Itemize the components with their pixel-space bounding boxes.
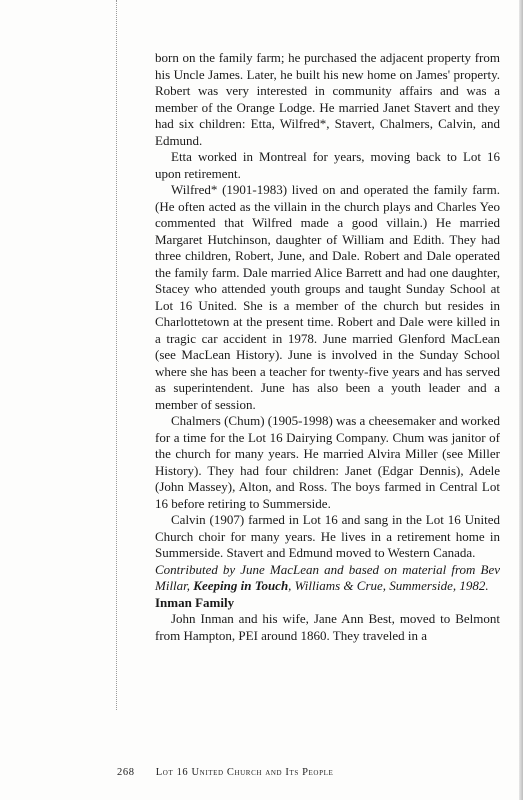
page-number: 268 <box>117 767 135 778</box>
paragraph-etta: Etta worked in Montreal for years, moving back to Lot 16 upon retirement. <box>155 149 500 181</box>
paragraph-inman: John Inman and his wife, Jane Ann Best, moved to Belmont from Hampton, PEI around 1860. They traveled in a <box>155 611 500 643</box>
contribution-credit-suffix: , Williams & Crue, Summerside, 1982. <box>288 578 489 593</box>
running-title: Lot 16 United Church and Its People <box>155 767 334 778</box>
page-edge-shadow <box>519 0 523 800</box>
section-heading: Inman Family <box>155 594 235 610</box>
contribution-credit-prefix: Contributed by June MacLean and based on material from Bev Millar, <box>155 561 500 593</box>
page-footer <box>117 767 467 778</box>
paragraph-robert: born on the family farm; he purchased the adjacent property from his Uncle James. Later, he built his new home on James' property. Robert was very interested in community affairs and was a member of the Orange Lodge. He married Janet Stavert and they had six children: Etta, Wilfred*, Stavert, Chalmers, Calvin, and Edmund. <box>155 50 500 148</box>
contribution-credit <box>155 562 500 595</box>
paragraph-chalmers: Chalmers (Chum) (1905-1998) was a cheesemaker and worked for a time for the Lot 16 Dairying Company. Chum was janitor of the church for many years. He married Alvira Miller (see Miller History). They had four children: Janet (Edgar Dennis), Adele (John Massey), Alton, and Ross. The boys farmed in Central Lot 16 before retiring to Summerside. <box>155 413 500 511</box>
paragraph-wilfred: Wilfred* (1901-1983) lived on and operated the family farm. (He often acted as the villain in the church plays and Charles Yeo commented that Wilfred made a good villain.) He married Margaret Hutchinson, daughter of William and Edith. They had three children, Robert, June, and Dale. Robert and Dale operated the family farm. Dale married Alice Barrett and had one daughter, Stacey who attended youth groups and taught Sunday School at Lot 16 United. She is a member of the church but resides in Charlottetown at the present time. Robert and Dale were killed in a tragic car accident in 1978. June married Glenford MacLean (see MacLean History). June is involved in the Sunday School where she has been a teacher for twenty-five years and has served as superintendent. June has also been a youth leader and a member of session. <box>155 182 500 412</box>
gutter-rule <box>116 0 118 710</box>
book-title: Keeping in Touch <box>193 578 289 593</box>
text-column <box>155 50 500 644</box>
paragraph-calvin: Calvin (1907) farmed in Lot 16 and sang in the Lot 16 United Church choir for many years. He lives in a retirement home in Summerside. Stavert and Edmund moved to Western Canada. <box>155 512 500 560</box>
